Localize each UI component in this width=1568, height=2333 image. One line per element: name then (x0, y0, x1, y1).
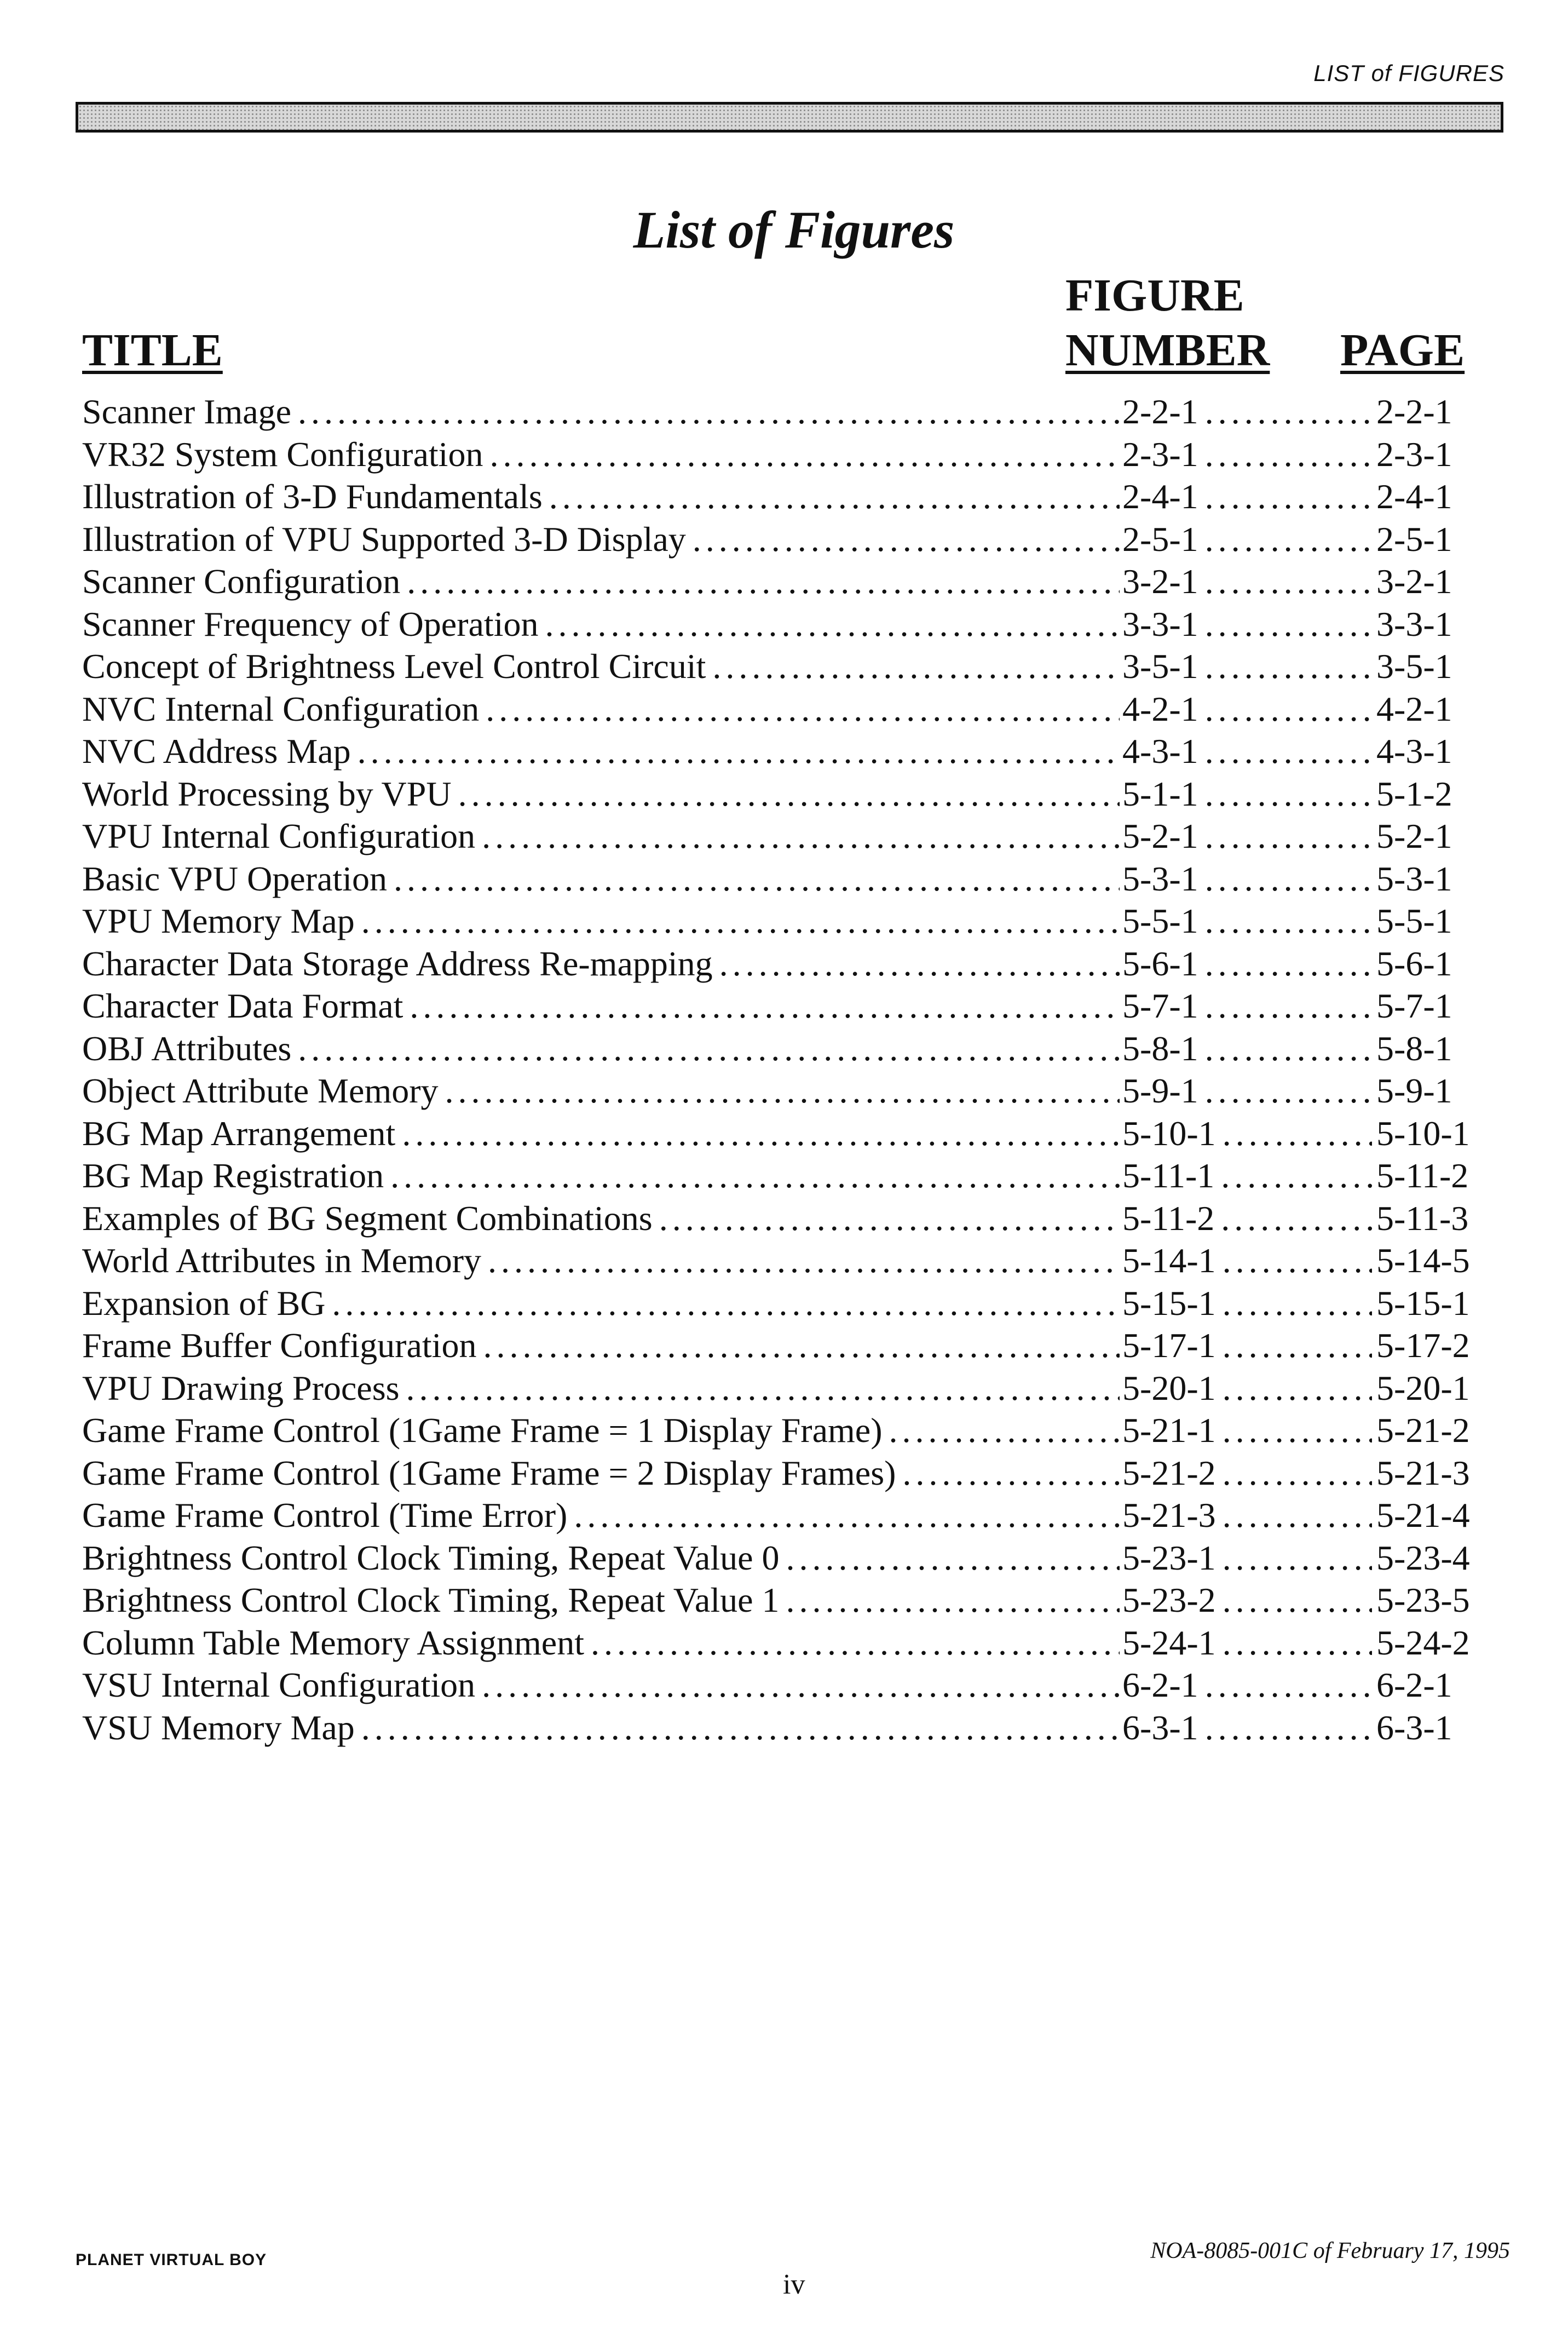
figure-page: 5-23-4 (1372, 1537, 1470, 1579)
figure-entry (82, 858, 1473, 900)
figure-page: 5-3-1 (1372, 858, 1452, 900)
figure-page: 5-8-1 (1372, 1027, 1452, 1070)
figure-entry (82, 1282, 1473, 1325)
figure-entry (82, 560, 1473, 603)
figure-title: Expansion of BG . . . (82, 1282, 1120, 1325)
header-rule-bar (76, 102, 1503, 133)
figure-entry (82, 390, 1473, 433)
column-heading-number: NUMBER (1065, 325, 1270, 376)
figure-title: BG Map Registration . . . (82, 1154, 1120, 1197)
figure-page: 5-10-1 (1372, 1112, 1470, 1155)
figure-title: Examples of BG Segment Combinations . . . (82, 1197, 1120, 1240)
figure-entry (82, 1367, 1473, 1410)
figure-number: 5-15-1 . . . (1122, 1282, 1451, 1325)
figure-number: 2-5-1 . . . (1122, 518, 1451, 561)
figure-page: 3-3-1 (1372, 603, 1452, 646)
figure-page: 2-5-1 (1372, 518, 1452, 561)
running-header: LIST of FIGURES (1313, 60, 1504, 86)
figure-entry (82, 518, 1473, 561)
figure-entry (82, 645, 1473, 688)
figure-list (82, 390, 1473, 1749)
figure-title: Illustration of 3-D Fundamentals . . . (82, 475, 1120, 518)
figure-page: 6-3-1 (1372, 1706, 1452, 1749)
figure-page: 5-23-5 (1372, 1579, 1470, 1622)
figure-number: 6-2-1 . . . (1122, 1664, 1451, 1706)
figure-number: 5-7-1 . . . (1122, 985, 1451, 1027)
figure-title: Game Frame Control (Time Error) . . . (82, 1494, 1120, 1537)
figure-page: 5-17-2 (1372, 1324, 1470, 1367)
figure-entry (82, 1324, 1473, 1367)
figure-number: 5-8-1 . . . (1122, 1027, 1451, 1070)
figure-page: 4-3-1 (1372, 730, 1452, 773)
figure-entry (82, 1409, 1473, 1452)
page-title: List of Figures (633, 200, 955, 260)
figure-number: 5-17-1 . . . (1122, 1324, 1451, 1367)
figure-entry (82, 1537, 1473, 1579)
figure-number: 5-21-1 . . . (1122, 1409, 1451, 1452)
figure-title: VPU Internal Configuration . . . (82, 815, 1120, 858)
figure-entry (82, 773, 1473, 815)
figure-number: 2-2-1 . . . (1122, 390, 1451, 433)
figure-title: VSU Internal Configuration . . . (82, 1664, 1120, 1706)
figure-entry (82, 730, 1473, 773)
figure-number: 5-3-1 . . . (1122, 858, 1451, 900)
figure-entry (82, 1027, 1473, 1070)
figure-entry (82, 1154, 1473, 1197)
figure-title: Basic VPU Operation . . . (82, 858, 1120, 900)
figure-entry (82, 1239, 1473, 1282)
figure-title: Game Frame Control (1Game Frame = 1 Display Frame) . . . (82, 1409, 1120, 1452)
column-heading-figure: FIGURE (1065, 270, 1244, 321)
figure-title: Character Data Format . . . (82, 985, 1120, 1027)
figure-number: 3-3-1 . . . (1122, 603, 1451, 646)
figure-page: 5-20-1 (1372, 1367, 1470, 1410)
figure-entry (82, 1494, 1473, 1537)
figure-title: Frame Buffer Configuration . . . (82, 1324, 1120, 1367)
figure-number: 3-5-1 . . . (1122, 645, 1451, 688)
figure-title: Scanner Frequency of Operation . . . (82, 603, 1120, 646)
figure-number: 5-1-1 . . . (1122, 773, 1451, 815)
figure-page: 5-21-4 (1372, 1494, 1470, 1537)
figure-page: 3-2-1 (1372, 560, 1452, 603)
figure-page: 5-6-1 (1372, 943, 1452, 985)
figure-entry (82, 688, 1473, 731)
figure-entry (82, 1579, 1473, 1622)
figure-page: 5-21-2 (1372, 1409, 1470, 1452)
figure-number: 2-4-1 . . . (1122, 475, 1451, 518)
figure-page: 5-7-1 (1372, 985, 1452, 1027)
figure-title: NVC Address Map . . . (82, 730, 1120, 773)
figure-number: 5-20-1 . . . (1122, 1367, 1451, 1410)
figure-page: 5-11-3 (1372, 1197, 1468, 1240)
figure-number: 5-21-3 . . . (1122, 1494, 1451, 1537)
figure-number: 3-2-1 . . . (1122, 560, 1451, 603)
figure-entry (82, 1452, 1473, 1495)
figure-title: Illustration of VPU Supported 3-D Display . . . (82, 518, 1120, 561)
figure-page: 5-21-3 (1372, 1452, 1470, 1495)
figure-page: 5-11-2 (1372, 1154, 1468, 1197)
figure-page: 5-9-1 (1372, 1070, 1452, 1112)
column-heading-page: PAGE (1340, 325, 1465, 376)
figure-page: 5-15-1 (1372, 1282, 1470, 1325)
figure-number: 5-2-1 . . . (1122, 815, 1451, 858)
figure-number: 5-11-2 . . . (1122, 1197, 1451, 1240)
figure-number: 4-3-1 . . . (1122, 730, 1451, 773)
figure-page: 2-4-1 (1372, 475, 1452, 518)
figure-entry (82, 943, 1473, 985)
figure-title: OBJ Attributes . . . (82, 1027, 1120, 1070)
figure-title: Brightness Control Clock Timing, Repeat Value 0 . . . (82, 1537, 1120, 1579)
figure-number: 5-9-1 . . . (1122, 1070, 1451, 1112)
figure-number: 5-21-2 . . . (1122, 1452, 1451, 1495)
figure-page: 6-2-1 (1372, 1664, 1452, 1706)
footer-publication: PLANET VIRTUAL BOY (76, 2251, 267, 2269)
figure-title: VPU Drawing Process . . . (82, 1367, 1120, 1410)
figure-title: VPU Memory Map . . . (82, 900, 1120, 943)
figure-title: VSU Memory Map . . . (82, 1706, 1120, 1749)
column-heading-title: TITLE (82, 325, 223, 376)
figure-title: World Processing by VPU . . . (82, 773, 1120, 815)
figure-entry (82, 603, 1473, 646)
figure-page: 5-24-2 (1372, 1622, 1470, 1664)
figure-page: 2-3-1 (1372, 433, 1452, 476)
figure-title: Game Frame Control (1Game Frame = 2 Display Frames) . . . (82, 1452, 1120, 1495)
figure-entry (82, 433, 1473, 476)
figure-page: 5-14-5 (1372, 1239, 1470, 1282)
figure-page: 5-1-2 (1372, 773, 1452, 815)
figure-title: BG Map Arrangement . . . (82, 1112, 1120, 1155)
figure-number: 5-10-1 . . . (1122, 1112, 1451, 1155)
figure-entry (82, 1197, 1473, 1240)
figure-page: 5-5-1 (1372, 900, 1452, 943)
figure-entry (82, 1622, 1473, 1664)
figure-title: Scanner Configuration . . . (82, 560, 1120, 603)
figure-entry (82, 985, 1473, 1027)
figure-title: Character Data Storage Address Re-mapping . . . (82, 943, 1120, 985)
figure-number: 5-11-1 . . . (1122, 1154, 1451, 1197)
figure-number: 5-24-1 . . . (1122, 1622, 1451, 1664)
figure-title: Concept of Brightness Level Control Circuit . . . (82, 645, 1120, 688)
figure-title: VR32 System Configuration . . . (82, 433, 1120, 476)
figure-entry (82, 815, 1473, 858)
figure-number: 5-6-1 . . . (1122, 943, 1451, 985)
figure-number: 5-5-1 . . . (1122, 900, 1451, 943)
figure-page: 4-2-1 (1372, 688, 1452, 731)
figure-number: 5-14-1 . . . (1122, 1239, 1451, 1282)
figure-title: Brightness Control Clock Timing, Repeat Value 1 . . . (82, 1579, 1120, 1622)
figure-title: World Attributes in Memory . . . (82, 1239, 1120, 1282)
figure-page: 3-5-1 (1372, 645, 1452, 688)
figure-page: 2-2-1 (1372, 390, 1452, 433)
figure-title: Scanner Image . . . (82, 390, 1120, 433)
figure-number: 5-23-2 . . . (1122, 1579, 1451, 1622)
figure-number: 2-3-1 . . . (1122, 433, 1451, 476)
page-number: iv (783, 2269, 805, 2300)
figure-entry (82, 1706, 1473, 1749)
figure-number: 6-3-1 . . . (1122, 1706, 1451, 1749)
figure-entry (82, 1112, 1473, 1155)
figure-number: 5-23-1 . . . (1122, 1537, 1451, 1579)
figure-entry (82, 475, 1473, 518)
figure-title: Object Attribute Memory . . . (82, 1070, 1120, 1112)
footer-document-id: NOA-8085-001C of February 17, 1995 (1150, 2238, 1510, 2263)
figure-title: Column Table Memory Assignment . . . (82, 1622, 1120, 1664)
figure-entry (82, 900, 1473, 943)
figure-entry (82, 1664, 1473, 1706)
figure-entry (82, 1070, 1473, 1112)
figure-page: 5-2-1 (1372, 815, 1452, 858)
figure-title: NVC Internal Configuration . . . (82, 688, 1120, 731)
figure-number: 4-2-1 . . . (1122, 688, 1451, 731)
